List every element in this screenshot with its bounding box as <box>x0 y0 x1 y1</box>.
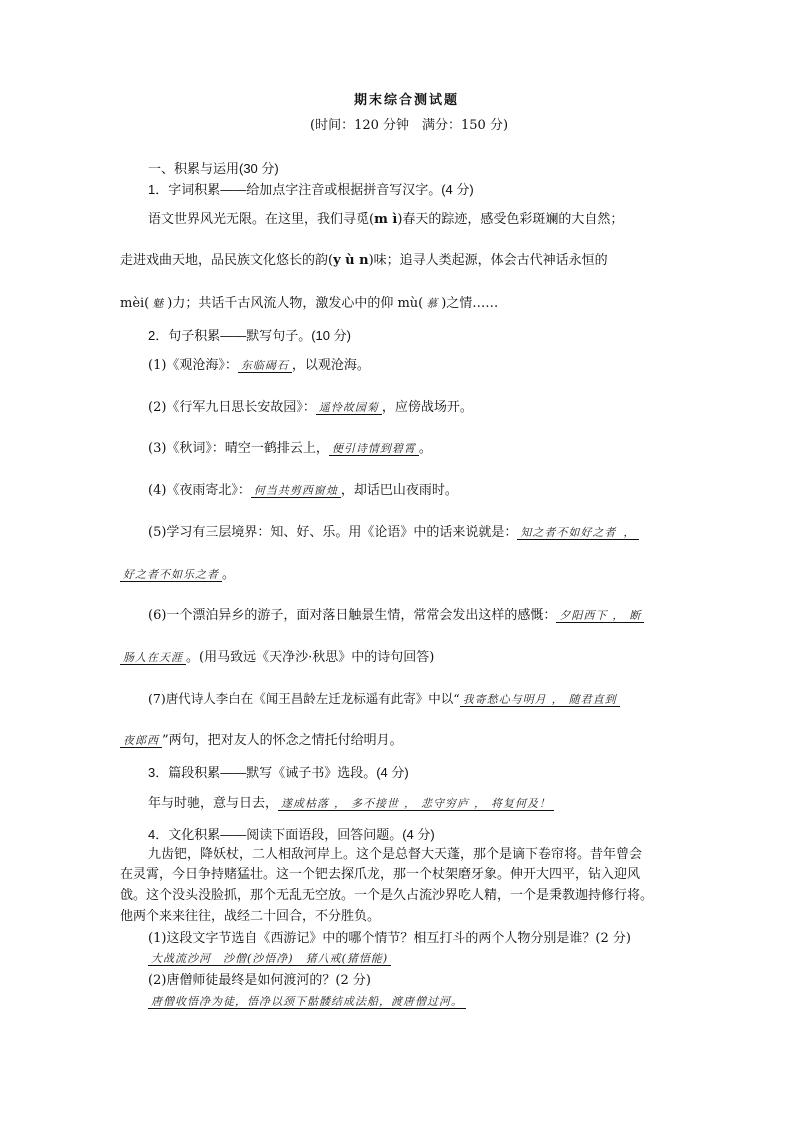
question-1-line-2 <box>120 252 608 270</box>
answer-comma: ， <box>474 797 487 810</box>
text: 走进戏曲天地，品民族文化悠长的韵( <box>120 253 334 268</box>
passage-line-4: 他两个来来往往，战经二十回合，不分胜负。 <box>120 909 381 924</box>
prompt: ”两句，把对友人的怀念之情托付给明月。 <box>162 733 403 748</box>
answer: 遥怜故园菊 <box>316 401 382 415</box>
question-2-label: 2．句子积累——默写句子。(10 分) <box>148 328 351 343</box>
prompt: (5)学习有三层境界：知、好、乐。用《论语》中的话来说就是： <box>148 525 518 540</box>
answer: 断 <box>626 609 644 623</box>
prompt: (1)《观沧海》： <box>148 358 238 373</box>
answer-part: 猪八戒(猪悟能) <box>305 952 389 965</box>
answer-comma: ， <box>619 526 639 540</box>
answer: 悲守穷庐 <box>418 797 472 811</box>
sub-question-1: (1)这段文字节选自《西游记》中的哪个情节？相互打斗的两个人物分别是谁？(2 分) <box>148 931 631 946</box>
answer: 多不接世 <box>348 797 402 811</box>
sentence-4 <box>148 482 458 500</box>
question-1-line-3 <box>120 295 498 313</box>
prompt: (6)一个漂泊异乡的游子，面对落日触景生情，常常会发出这样的感慨： <box>148 608 557 623</box>
answer: 我寄愁心与明月 <box>460 693 550 707</box>
answer: 随君直到 <box>566 693 620 707</box>
text: )味；追寻人类起源，体会古代神话永恒的 <box>368 253 608 268</box>
question-1-line-1 <box>148 211 623 229</box>
sub-question-2: (2)唐僧师徒最终是如何渡河的？(2 分) <box>148 973 371 988</box>
sentence-5-line-1 <box>148 524 639 542</box>
sub-answer-1 <box>148 950 391 968</box>
sentence-7-line-2 <box>120 732 403 750</box>
passage-line-1: 九齿钯，降妖杖，二人相敌河岸上。这个是总督大天蓬，那个是谪下卷帘将。昔年曾会 <box>148 847 643 862</box>
text: )力；共话千古风流人物，激发心中的仰 mù( <box>167 296 424 311</box>
sentence-6-line-1 <box>148 607 644 625</box>
answer-comma: ， <box>334 797 347 810</box>
answer: 夜郎西 <box>120 734 162 748</box>
sentence-7-line-1 <box>148 690 620 709</box>
answer: 唐僧收悟净为徒，悟净以颈下骷髅结成法船，渡唐僧过河。 <box>148 995 466 1009</box>
text: )之情…… <box>441 296 499 311</box>
question-1-label: 1．字词积累——给加点字注音或根据拼音写汉字。(4 分) <box>148 182 474 197</box>
answer: 肠人在天涯 <box>120 651 186 665</box>
answer-part: 沙僧(沙悟净) <box>223 952 294 965</box>
answer-comma: ， <box>404 797 417 810</box>
exam-info: (时间：120 分钟 满分：150 分) <box>310 118 509 133</box>
prompt: 年与时驰，意与日去， <box>148 796 279 811</box>
sentence-3 <box>148 440 432 458</box>
question-4-label: 4．文化积累——阅读下面语段，回答问题。(4 分) <box>148 827 435 842</box>
sentence-1 <box>148 357 370 375</box>
answer-char-2: 慕 <box>426 297 439 310</box>
answer: 知之者不如好之者 <box>517 526 619 540</box>
answer: 东临碣石 <box>238 359 292 373</box>
section-heading: 一、积累与运用(30 分) <box>148 161 279 176</box>
pinyin-answer-1: m ì <box>374 212 398 227</box>
text: mèi( <box>120 296 150 311</box>
prompt: 。 <box>418 441 432 456</box>
prompt: 。 <box>222 567 236 582</box>
answer-char-1: 魅 <box>152 297 165 310</box>
sentence-6-line-2 <box>120 649 434 667</box>
prompt: (4)《夜雨寄北》： <box>148 483 251 498</box>
prompt: (2)《行军九日思长安故园》： <box>148 400 316 415</box>
answer-comma: ， <box>612 609 625 622</box>
prompt: (7)唐代诗人李白在《闻王昌龄左迁龙标遥有此寄》中以“ <box>148 691 460 706</box>
prompt: ，应傍战场开。 <box>381 400 473 415</box>
answer-comma: ， <box>551 693 564 706</box>
answer: 夕阳西下 <box>556 609 610 623</box>
prompt: 。(用马致远《天净沙·秋思》中的诗句回答) <box>186 650 435 665</box>
sub-answer-2 <box>148 993 466 1011</box>
answer: 将复何及！ <box>488 797 554 811</box>
answer: 便引诗情到碧霄 <box>329 442 419 456</box>
text: )春天的踪迹，感受色彩斑斓的大自然； <box>397 212 624 227</box>
page-title: 期末综合测试题 <box>354 93 460 108</box>
answer <box>148 952 391 966</box>
sentence-2 <box>148 399 473 417</box>
question-3-label: 3．篇段积累——默写《诫子书》选段。(4 分) <box>148 765 409 780</box>
question-3-passage <box>148 795 554 813</box>
text: 语文世界风光无限。在这里，我们寻觅( <box>148 212 375 227</box>
passage-line-2: 在灵霄，今日争持赌猛壮。这一个钯去探爪龙，那一个杖架磨牙象。伸开大四平，钻入迎风 <box>120 867 641 882</box>
prompt: ，以观沧海。 <box>291 358 370 373</box>
answer: 何当共剪西窗烛 <box>251 484 341 498</box>
pinyin-answer-2: y ù n <box>333 253 369 268</box>
answer: 好之者不如乐之者 <box>120 568 222 582</box>
prompt: (3)《秋词》：晴空一鹤排云上， <box>148 441 329 456</box>
sentence-5-line-2 <box>120 566 235 584</box>
passage-line-3: 戗。这个没头没脸抓，那个无乱无空放。一个是久占流沙界吃人精，一个是秉教迦持修行将。 <box>120 888 654 903</box>
prompt: ，却话巴山夜雨时。 <box>340 483 458 498</box>
answer-part: 大战流沙河 <box>151 952 211 965</box>
answer: 遂成枯落 <box>278 797 332 811</box>
